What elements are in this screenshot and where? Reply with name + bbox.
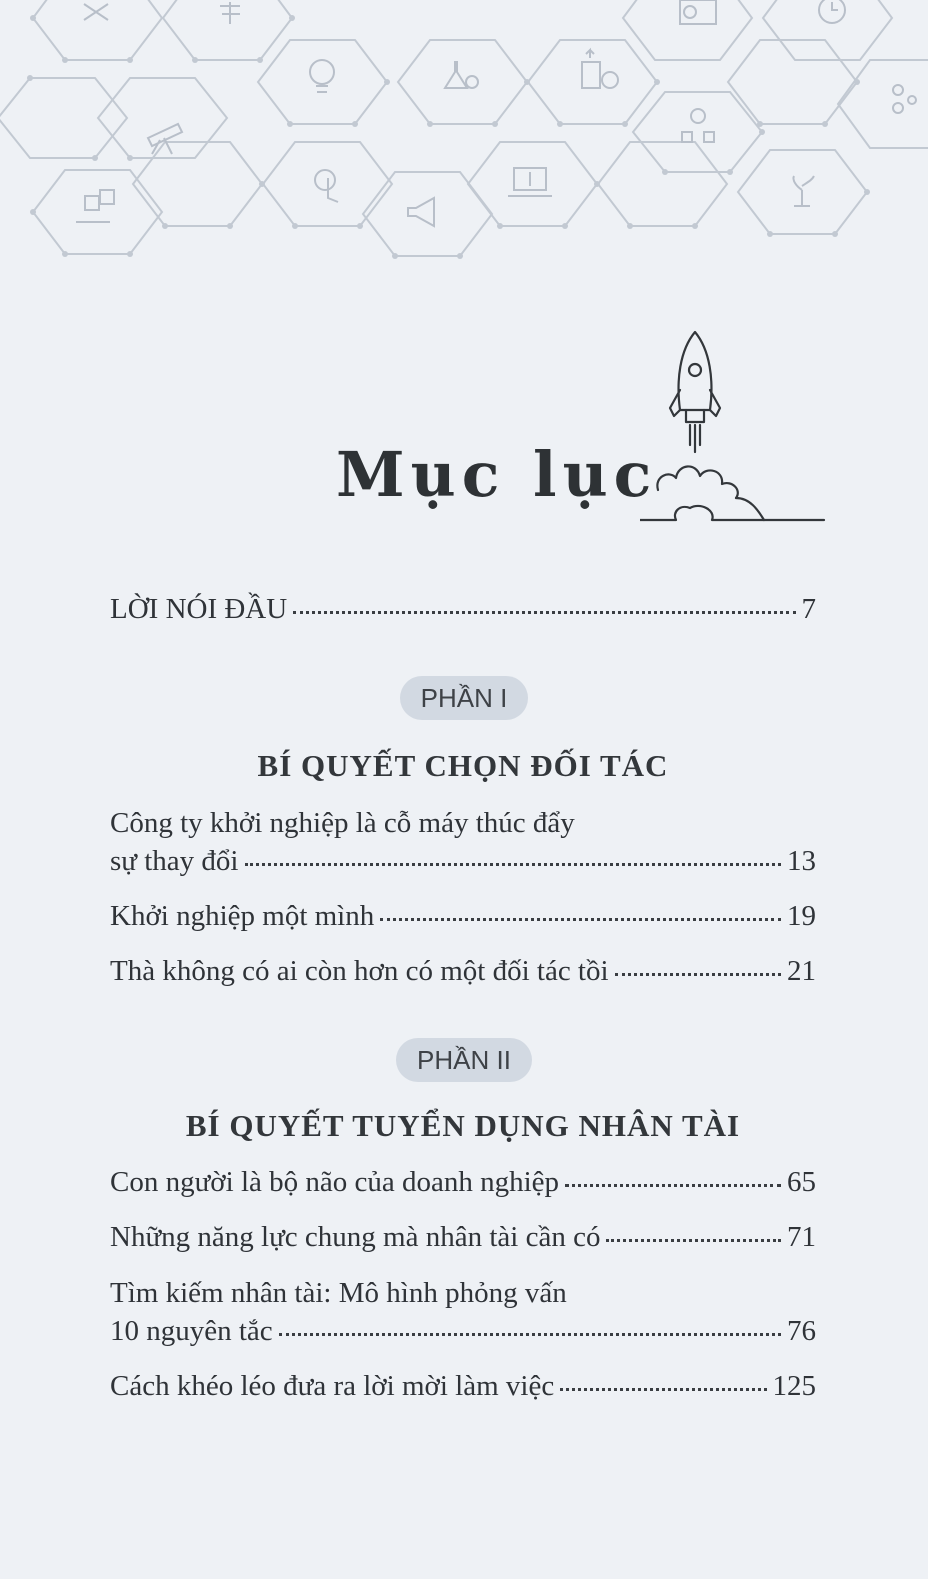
signpost-icon <box>220 2 240 24</box>
page-title: Mục lục <box>336 438 658 511</box>
toc-entry[interactable] <box>110 844 816 878</box>
touch-icon <box>315 170 338 202</box>
tools-icon <box>84 4 108 20</box>
part-badge-1: PHẦN I <box>400 676 528 720</box>
toc-entry-page: 7 <box>801 593 816 625</box>
toc-entry-page: 65 <box>787 1166 816 1198</box>
chart-icon <box>680 0 716 24</box>
lightbulb-icon <box>310 60 334 92</box>
toc-entry[interactable] <box>110 954 816 988</box>
toc-entry-page: 21 <box>787 955 816 987</box>
hexagon-pattern-icon <box>0 0 928 270</box>
toc-entry-label: Khởi nghiệp một mình <box>110 900 375 932</box>
toc-entry-page: 71 <box>787 1221 816 1253</box>
toc-entry-intro[interactable] <box>110 592 816 626</box>
part-heading-1: BÍ QUYẾT CHỌN ĐỐI TÁC <box>257 748 669 783</box>
toc-entry[interactable] <box>110 899 816 933</box>
telescope-icon <box>148 124 182 154</box>
toc-entry-label: LỜI NÓI ĐẦU <box>110 593 288 625</box>
toc-leader-dots <box>279 1333 781 1336</box>
toc-leader-dots <box>615 973 781 976</box>
toc-entry-label: Con người là bộ não của doanh nghiệp <box>110 1166 560 1198</box>
plant-icon <box>793 176 814 206</box>
network-icon <box>682 109 714 142</box>
toc-leader-dots <box>565 1184 781 1187</box>
box-icon <box>76 190 114 222</box>
part-badge-2: PHẦN II <box>396 1038 532 1082</box>
toc-leader-dots <box>560 1388 766 1391</box>
toc-entry-page: 76 <box>787 1315 816 1347</box>
toc-entry[interactable] <box>110 1369 816 1403</box>
money-icon <box>582 50 618 88</box>
toc-leader-dots <box>293 611 795 614</box>
toc-entry[interactable] <box>110 1220 816 1254</box>
flask-icon <box>445 62 478 88</box>
megaphone-icon <box>408 198 434 226</box>
toc-entry-line1: Công ty khởi nghiệp là cỗ máy thúc đẩy <box>110 807 575 839</box>
toc-entry-page: 19 <box>787 900 816 932</box>
toc-entry-page: 13 <box>787 845 816 877</box>
toc-entry[interactable] <box>110 1165 816 1199</box>
toc-entry-line1: Tìm kiếm nhân tài: Mô hình phỏng vấn <box>110 1277 567 1309</box>
toc-entry-label: sự thay đổi <box>110 845 239 877</box>
clock-icon <box>819 0 845 23</box>
gears-icon <box>893 85 916 113</box>
toc-entry-label: Cách khéo léo đưa ra lời mời làm việc <box>110 1370 555 1402</box>
toc-entry-page: 125 <box>772 1370 816 1402</box>
laptop-icon <box>508 168 552 196</box>
toc-entry[interactable] <box>110 1314 816 1348</box>
toc-entry-label: Những năng lực chung mà nhân tài cần có <box>110 1221 601 1253</box>
toc-entry-label: Thà không có ai còn hơn có một đối tác tồi <box>110 955 609 987</box>
toc-entry-label: 10 nguyên tắc <box>110 1315 273 1347</box>
toc-leader-dots <box>606 1239 781 1242</box>
toc-leader-dots <box>380 918 781 921</box>
part-heading-2: BÍ QUYẾT TUYỂN DỤNG NHÂN TÀI <box>185 1108 741 1143</box>
toc-leader-dots <box>245 863 782 866</box>
rocket-icon <box>640 330 830 530</box>
